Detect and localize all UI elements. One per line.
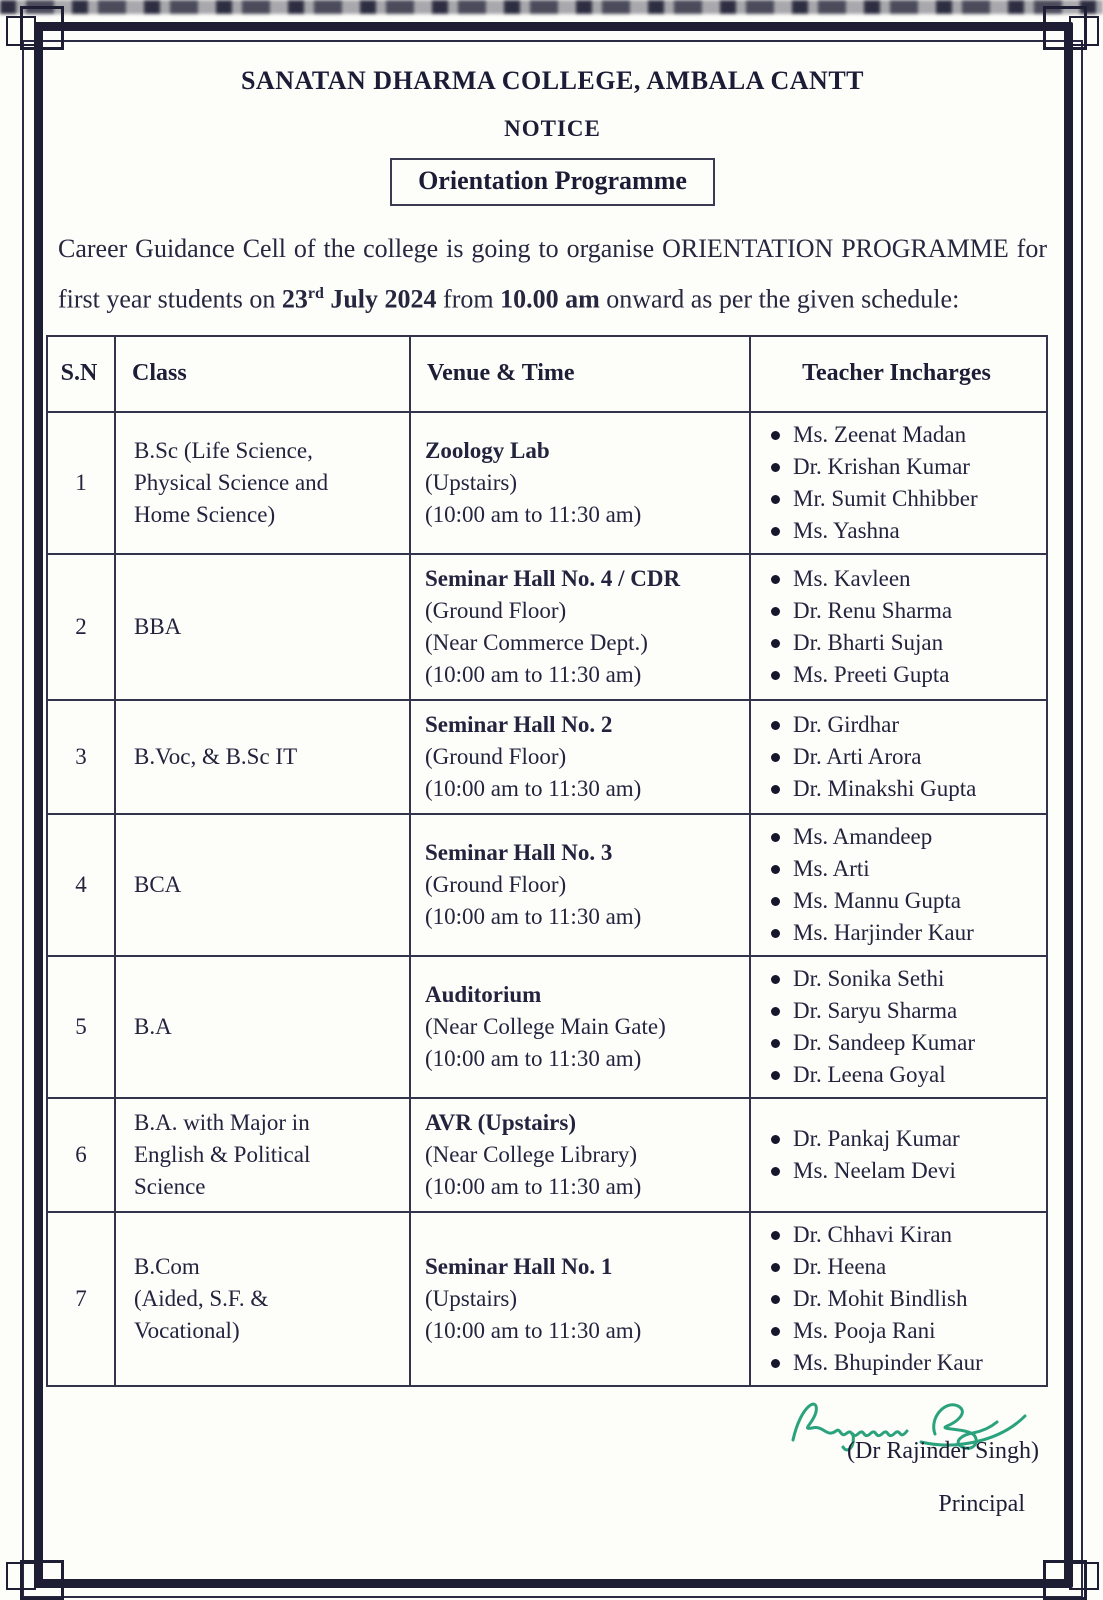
venue-line: (10:00 am to 11:30 am) bbox=[425, 775, 642, 801]
class-cell bbox=[115, 700, 410, 814]
class-line: B.Com bbox=[134, 1253, 200, 1279]
venue-name: AVR (Upstairs) bbox=[425, 1109, 576, 1135]
bullet-icon bbox=[771, 431, 780, 440]
class-line: Science bbox=[134, 1173, 206, 1199]
cutoff-scan-text-strip bbox=[0, 0, 1103, 14]
teachers-cell bbox=[750, 1212, 1047, 1386]
venue-line: (10:00 am to 11:30 am) bbox=[425, 1173, 642, 1199]
teacher-item bbox=[767, 1251, 1042, 1283]
teacher-name: Ms. Mannu Gupta bbox=[793, 887, 962, 913]
sn-cell: 6 bbox=[47, 1098, 115, 1212]
venue-line: (Ground Floor) bbox=[425, 743, 567, 769]
venue-cell bbox=[410, 956, 750, 1098]
event-date-ordinal: rd bbox=[307, 285, 324, 302]
venue-name: Seminar Hall No. 4 / CDR bbox=[425, 565, 681, 591]
class-line: B.A. with Major in bbox=[134, 1109, 310, 1135]
teacher-item bbox=[767, 659, 1042, 691]
bullet-icon bbox=[771, 975, 780, 984]
header-cell-class: Class bbox=[115, 336, 410, 412]
venue-line: (Near Commerce Dept.) bbox=[425, 629, 648, 655]
teachers-cell bbox=[750, 814, 1047, 956]
venue-cell bbox=[410, 1212, 750, 1386]
teachers-cell bbox=[750, 554, 1047, 700]
teacher-name: Ms. Pooja Rani bbox=[793, 1317, 936, 1343]
teacher-item bbox=[767, 1123, 1042, 1155]
bullet-icon bbox=[771, 671, 780, 680]
teacher-item bbox=[767, 773, 1042, 805]
teacher-name: Ms. Arti bbox=[793, 855, 870, 881]
teacher-name: Dr. Sandeep Kumar bbox=[793, 1029, 976, 1055]
teacher-name: Dr. Renu Sharma bbox=[793, 597, 953, 623]
notice-document bbox=[58, 44, 1047, 1576]
table-row bbox=[47, 814, 1047, 956]
bullet-icon bbox=[771, 527, 780, 536]
sn-cell: 7 bbox=[47, 1212, 115, 1386]
bullet-icon bbox=[771, 639, 780, 648]
teacher-name: Dr. Krishan Kumar bbox=[793, 453, 970, 479]
teacher-item bbox=[767, 483, 1042, 515]
venue-line: (10:00 am to 11:30 am) bbox=[425, 903, 642, 929]
header-cell-teachers: Teacher Incharges bbox=[750, 336, 1047, 412]
bullet-icon bbox=[771, 833, 780, 842]
teacher-name: Dr. Mohit Bindlish bbox=[793, 1285, 968, 1311]
class-cell bbox=[115, 554, 410, 700]
venue-name: Seminar Hall No. 3 bbox=[425, 839, 613, 865]
teacher-item bbox=[767, 1027, 1042, 1059]
teacher-item bbox=[767, 1283, 1042, 1315]
bullet-icon bbox=[771, 753, 780, 762]
teacher-item bbox=[767, 853, 1042, 885]
schedule-table bbox=[46, 335, 1048, 1387]
bullet-icon bbox=[771, 929, 780, 938]
principal-designation: Principal bbox=[938, 1491, 1025, 1517]
venue-line: (Upstairs) bbox=[425, 1285, 517, 1311]
teacher-name: Ms. Neelam Devi bbox=[793, 1157, 956, 1183]
sn-cell: 5 bbox=[47, 956, 115, 1098]
teachers-cell bbox=[750, 700, 1047, 814]
venue-name: Zoology Lab bbox=[425, 437, 550, 463]
teacher-name: Dr. Minakshi Gupta bbox=[793, 775, 977, 801]
corner-ornament-bottom-left-small bbox=[6, 1562, 36, 1590]
bullet-icon bbox=[771, 1359, 780, 1368]
teacher-item bbox=[767, 1219, 1042, 1251]
teachers-cell bbox=[750, 956, 1047, 1098]
teacher-item bbox=[767, 709, 1042, 741]
venue-line: (Ground Floor) bbox=[425, 871, 567, 897]
teacher-name: Ms. Bhupinder Kaur bbox=[793, 1349, 983, 1375]
table-row bbox=[47, 554, 1047, 700]
bullet-icon bbox=[771, 1071, 780, 1080]
class-cell bbox=[115, 1098, 410, 1212]
bullet-icon bbox=[771, 1327, 780, 1336]
teacher-item bbox=[767, 1347, 1042, 1379]
table-row bbox=[47, 1212, 1047, 1386]
class-line: B.A bbox=[134, 1013, 172, 1039]
class-line: English & Political bbox=[134, 1141, 311, 1167]
teacher-item bbox=[767, 885, 1042, 917]
venue-line: (10:00 am to 11:30 am) bbox=[425, 661, 642, 687]
teacher-name: Dr. Heena bbox=[793, 1253, 887, 1279]
bullet-icon bbox=[771, 1295, 780, 1304]
bullet-icon bbox=[771, 1135, 780, 1144]
teacher-item bbox=[767, 963, 1042, 995]
venue-cell bbox=[410, 700, 750, 814]
header-cell-venue: Venue & Time bbox=[410, 336, 750, 412]
teacher-name: Dr. Arti Arora bbox=[793, 743, 922, 769]
programme-title: Orientation Programme bbox=[418, 166, 687, 195]
bullet-icon bbox=[771, 607, 780, 616]
class-line: B.Voc, & B.Sc IT bbox=[134, 743, 298, 769]
sn-cell: 1 bbox=[47, 412, 115, 554]
teacher-name: Dr. Bharti Sujan bbox=[793, 629, 944, 655]
schedule-table-body bbox=[47, 412, 1047, 1386]
header-cell-sn: S.N bbox=[47, 336, 115, 412]
bullet-icon bbox=[771, 1231, 780, 1240]
programme-title-box bbox=[390, 158, 715, 206]
venue-line: (10:00 am to 11:30 am) bbox=[425, 1045, 642, 1071]
bullet-icon bbox=[771, 495, 780, 504]
class-cell bbox=[115, 956, 410, 1098]
teachers-cell bbox=[750, 412, 1047, 554]
teacher-item bbox=[767, 741, 1042, 773]
venue-cell bbox=[410, 554, 750, 700]
venue-line: (Near College Library) bbox=[425, 1141, 638, 1167]
venue-line: (Ground Floor) bbox=[425, 597, 567, 623]
bullet-icon bbox=[771, 575, 780, 584]
teacher-item bbox=[767, 563, 1042, 595]
venue-name: Auditorium bbox=[425, 981, 542, 1007]
venue-line: (10:00 am to 11:30 am) bbox=[425, 501, 642, 527]
teacher-item bbox=[767, 1315, 1042, 1347]
teacher-item bbox=[767, 451, 1042, 483]
table-row bbox=[47, 1098, 1047, 1212]
teacher-name: Dr. Sonika Sethi bbox=[793, 965, 945, 991]
notice-label: NOTICE bbox=[504, 116, 601, 141]
bullet-icon bbox=[771, 721, 780, 730]
venue-cell bbox=[410, 412, 750, 554]
bullet-icon bbox=[771, 463, 780, 472]
corner-ornament-top-right-small bbox=[1069, 16, 1099, 46]
bullet-icon bbox=[771, 865, 780, 874]
teacher-name: Dr. Leena Goyal bbox=[793, 1061, 946, 1087]
corner-ornament-top-left-small bbox=[6, 16, 36, 46]
class-line: BBA bbox=[134, 613, 182, 639]
teacher-name: Ms. Zeenat Madan bbox=[793, 421, 967, 447]
teacher-item bbox=[767, 515, 1042, 547]
intro-paragraph bbox=[58, 226, 1047, 322]
table-header-row bbox=[47, 336, 1047, 412]
event-date-number: 23 bbox=[281, 284, 308, 314]
class-line: Physical Science and bbox=[134, 469, 329, 495]
sn-cell: 4 bbox=[47, 814, 115, 956]
teacher-item bbox=[767, 1155, 1042, 1187]
signature-block bbox=[709, 1384, 1039, 1518]
teacher-name: Dr. Pankaj Kumar bbox=[793, 1125, 960, 1151]
sn-cell: 2 bbox=[47, 554, 115, 700]
class-cell bbox=[115, 1212, 410, 1386]
bullet-icon bbox=[771, 1007, 780, 1016]
table-row bbox=[47, 700, 1047, 814]
teacher-name: Ms. Yashna bbox=[793, 517, 900, 543]
event-start-time: 10.00 am bbox=[500, 284, 600, 314]
bullet-icon bbox=[771, 897, 780, 906]
teacher-name: Ms. Kavleen bbox=[793, 565, 911, 591]
class-line: Vocational) bbox=[134, 1317, 240, 1343]
corner-ornament-bottom-right-small bbox=[1069, 1562, 1099, 1590]
venue-name: Seminar Hall No. 2 bbox=[425, 711, 613, 737]
teacher-item bbox=[767, 595, 1042, 627]
sn-cell: 3 bbox=[47, 700, 115, 814]
teacher-item bbox=[767, 995, 1042, 1027]
class-line: B.Sc (Life Science, bbox=[134, 437, 313, 463]
class-line: BCA bbox=[134, 871, 182, 897]
bullet-icon bbox=[771, 1039, 780, 1048]
teacher-item bbox=[767, 821, 1042, 853]
teacher-name: Mr. Sumit Chhibber bbox=[793, 485, 978, 511]
class-cell bbox=[115, 412, 410, 554]
bullet-icon bbox=[771, 1263, 780, 1272]
teachers-cell bbox=[750, 1098, 1047, 1212]
venue-name: Seminar Hall No. 1 bbox=[425, 1253, 613, 1279]
venue-line: (Near College Main Gate) bbox=[425, 1013, 666, 1039]
intro-text-after: onward as per the given schedule: bbox=[599, 284, 960, 314]
intro-text-before-date: Career Guidance Cell of the college is going to organise ORIENTATION PROGRAMME for first year students on bbox=[58, 234, 1047, 314]
teacher-name: Dr. Girdhar bbox=[793, 711, 900, 737]
table-row bbox=[47, 412, 1047, 554]
teacher-name: Ms. Harjinder Kaur bbox=[793, 919, 974, 945]
teacher-item bbox=[767, 627, 1042, 659]
class-line: Home Science) bbox=[134, 501, 276, 527]
teacher-name: Dr. Chhavi Kiran bbox=[793, 1221, 953, 1247]
teacher-name: Ms. Amandeep bbox=[793, 823, 933, 849]
event-date-month-year: July 2024 bbox=[323, 284, 437, 314]
college-title: SANATAN DHARMA COLLEGE, AMBALA CANTT bbox=[240, 66, 865, 95]
venue-line: (10:00 am to 11:30 am) bbox=[425, 1317, 642, 1343]
teacher-item bbox=[767, 1059, 1042, 1091]
intro-text-between: from bbox=[436, 284, 501, 314]
signer-name: (Dr Rajinder Singh) bbox=[847, 1438, 1039, 1464]
venue-line: (Upstairs) bbox=[425, 469, 517, 495]
venue-cell bbox=[410, 1098, 750, 1212]
bullet-icon bbox=[771, 785, 780, 794]
venue-cell bbox=[410, 814, 750, 956]
table-row bbox=[47, 956, 1047, 1098]
bullet-icon bbox=[771, 1167, 780, 1176]
teacher-item bbox=[767, 419, 1042, 451]
class-cell bbox=[115, 814, 410, 956]
teacher-item bbox=[767, 917, 1042, 949]
class-line: (Aided, S.F. & bbox=[134, 1285, 269, 1311]
teacher-name: Dr. Saryu Sharma bbox=[793, 997, 958, 1023]
teacher-name: Ms. Preeti Gupta bbox=[793, 661, 950, 687]
